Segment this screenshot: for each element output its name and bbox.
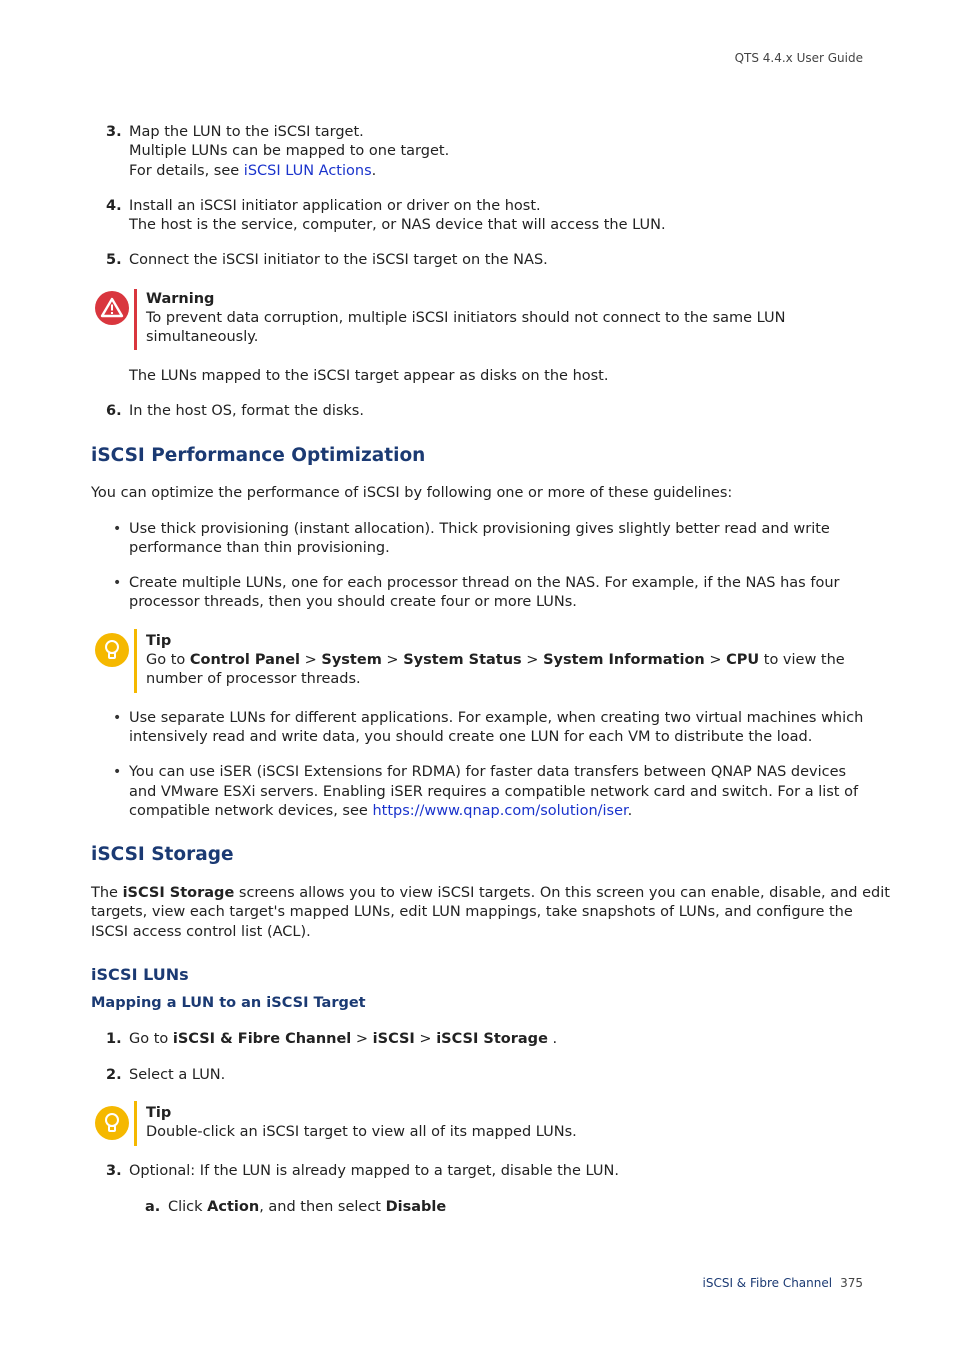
warning-text: simultaneously. — [146, 329, 259, 345]
running-header: QTS 4.4.x User Guide — [734, 51, 863, 65]
subsection-heading: iSCSI LUNs — [91, 965, 189, 984]
page-footer — [703, 1276, 864, 1290]
paragraph: The iSCSI Storage screens allows you to view iSCSI targets. On this screen you can enable, disable, and edit — [91, 885, 890, 901]
step-number: 3. — [106, 124, 122, 140]
tip-text: Double-click an iSCSI target to view all of its mapped LUNs. — [146, 1124, 577, 1140]
step-text: Go to iSCSI & Fibre Channel > iSCSI > iSCSI Storage . — [129, 1031, 558, 1047]
step-text: Optional: If the LUN is already mapped to a target, disable the LUN. — [129, 1163, 619, 1179]
warning-bar — [134, 289, 137, 350]
step-text: Connect the iSCSI initiator to the iSCSI target on the NAS. — [129, 252, 548, 268]
step-text: In the host OS, format the disks. — [129, 403, 364, 419]
section-heading: iSCSI Performance Optimization — [91, 445, 426, 466]
paragraph: targets, view each target's mapped LUNs, edit LUN mappings, take snapshots of LUNs, and configure the — [91, 904, 853, 920]
step-number: 5. — [106, 252, 122, 268]
bullet-text: processor threads, then you should create four or more LUNs. — [129, 594, 577, 610]
tip-title: Tip — [146, 1105, 172, 1121]
warning-text: To prevent data corruption, multiple iSCSI initiators should not connect to the same LUN — [146, 310, 786, 326]
bullet-icon: • — [113, 521, 122, 537]
task-heading: Mapping a LUN to an iSCSI Target — [91, 995, 366, 1011]
substep-letter: a. — [145, 1199, 161, 1215]
bullet-text: You can use iSER (iSCSI Extensions for RDMA) for faster data transfers between QNAP NAS devices — [129, 764, 847, 780]
step-number: 6. — [106, 403, 122, 419]
bullet-text: intensively read and write data, you should create one LUN for each VM to distribute the load. — [129, 729, 813, 745]
step-text: Multiple LUNs can be mapped to one target. — [129, 143, 450, 159]
paragraph: ISCSI access control list (ACL). — [91, 924, 311, 940]
step-number: 3. — [106, 1163, 122, 1179]
lightbulb-icon — [95, 1106, 129, 1140]
step-number: 4. — [106, 198, 122, 214]
warning-icon — [95, 291, 129, 325]
warning-title: Warning — [146, 291, 215, 307]
paragraph: You can optimize the performance of iSCSI by following one or more of these guidelines: — [91, 485, 733, 501]
bullet-icon: • — [113, 575, 122, 591]
bullet-text: Create multiple LUNs, one for each processor thread on the NAS. For example, if the NAS has four — [129, 575, 840, 591]
page-number: 375 — [840, 1276, 863, 1290]
step-number: 1. — [106, 1031, 122, 1047]
tip-title: Tip — [146, 633, 172, 649]
iser-link[interactable]: https://www.qnap.com/solution/iser — [372, 803, 628, 819]
bullet-text: Use thick provisioning (instant allocation). Thick provisioning gives slightly better read and write — [129, 521, 830, 537]
tip-text: Go to Control Panel > System > System Status > System Information > CPU to view the — [146, 652, 845, 668]
bullet-icon: • — [113, 710, 122, 726]
step-number: 2. — [106, 1067, 122, 1083]
step-text: The host is the service, computer, or NAS device that will access the LUN. — [129, 217, 666, 233]
tip-bar — [134, 629, 137, 693]
paragraph: The LUNs mapped to the iSCSI target appear as disks on the host. — [129, 368, 609, 384]
tip-text: number of processor threads. — [146, 671, 361, 687]
step-text: Select a LUN. — [129, 1067, 226, 1083]
footer-section: iSCSI & Fibre Channel — [702, 1276, 833, 1290]
lun-actions-link[interactable]: iSCSI LUN Actions — [243, 163, 372, 179]
step-text: Map the LUN to the iSCSI target. — [129, 124, 364, 140]
step-text: For details, see iSCSI LUN Actions. — [129, 163, 377, 179]
bullet-text: compatible network devices, see https://www.qnap.com/solution/iser. — [129, 803, 633, 819]
tip-bar — [134, 1101, 137, 1146]
bullet-text: performance than thin provisioning. — [129, 540, 390, 556]
substep-text: Click Action, and then select Disable — [168, 1199, 447, 1215]
section-heading: iSCSI Storage — [91, 844, 234, 865]
bullet-icon: • — [113, 764, 122, 780]
lightbulb-icon — [95, 633, 129, 667]
bullet-text: and VMware ESXi servers. Enabling iSER requires a compatible network card and switch. For a list of — [129, 784, 859, 800]
step-text: Install an iSCSI initiator application or driver on the host. — [129, 198, 541, 214]
bullet-text: Use separate LUNs for different applications. For example, when creating two virtual machines which — [129, 710, 864, 726]
